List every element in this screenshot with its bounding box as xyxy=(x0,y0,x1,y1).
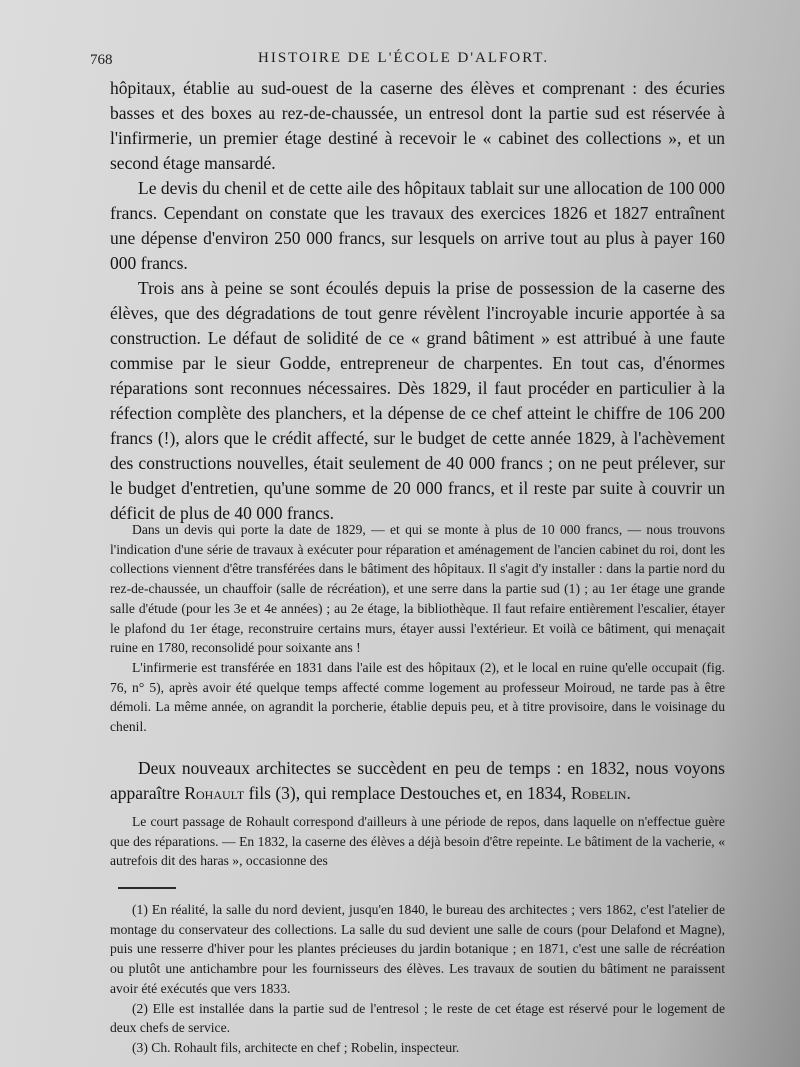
small-paragraph: L'infirmerie est transférée en 1831 dans l'aile est des hôpitaux (2), et le local en ruine qu'elle occupait (fig. 76, n° 5), après avoir été quelque temps affecté comme logement au professeur Moiroud, ne tarde pas à être démoli. La même année, on agrandit la porcherie, établie depuis peu, et à titre provisoire, dans le voisinage du chenil. xyxy=(110,659,725,735)
page-header xyxy=(90,50,730,70)
footnote: (3) Ch. Rohault fils, architecte en chef ; Robelin, inspecteur. xyxy=(132,1039,460,1055)
paragraph: hôpitaux, établie au sud-ouest de la caserne des élèves et comprenant : des écuries basses et des boxes au rez-de-chaussée, un entresol dont la partie sud est réservée à l'infirmerie, un premier étage destiné à recevoir le « cabinet des collections », et un second étage mansardé. xyxy=(110,78,725,173)
architect-name: Robelin xyxy=(570,783,627,803)
footnotes xyxy=(110,900,725,1058)
paragraph: Le devis du chenil et de cette aile des hôpitaux tablait sur une allocation de 100 000 francs. Cependant on constate que les travaux des exercices 1826 et 1827 entraînent une dépense d'environ 250 000 francs, sur lesquels on arrive tout au plus à payer 160 000 francs. xyxy=(110,178,725,273)
small-paragraph: Le court passage de Rohault correspond d'ailleurs à une période de repos, dans laquelle on n'effectue guère que des réparations. — En 1832, la caserne des élèves a déjà besoin d'être repeinte. Le bâtiment de la vacherie, « autrefois dit des haras », occasionne des xyxy=(110,814,725,869)
page-number: 768 xyxy=(90,52,113,68)
main-text-2 xyxy=(110,756,725,806)
architect-name: Rohault xyxy=(184,783,245,803)
paragraph: Deux nouveaux architectes se succèdent en peu de temps : en 1832, nous voyons apparaître Rohault fils (3), qui remplace Destouches et, en 1834, Robelin. xyxy=(110,758,725,803)
small-print-block xyxy=(110,520,725,737)
paragraph: Trois ans à peine se sont écoulés depuis la prise de possession de la caserne des élèves, que des dégradations de tout genre révèlent l'incroyable incurie apportée à sa construction. Le défaut de solidité de ce « grand bâtiment » est attribué à une faute commise par le sieur Godde, entrepreneur de charpentes. En tout cas, d'énormes réparations sont reconnues nécessaires. Dès 1829, il faut procéder en particulier à la réfection complète des planchers, et la dépense de ce chef atteint le chiffre de 106 200 francs (!), alors que le crédit affecté, sur le budget de cette année 1829, à l'achèvement des constructions nouvelles, était seulement de 40 000 francs ; on ne peut prélever, sur le budget d'entretien, qu'une somme de 20 000 francs, et il reste par suite à couvrir un déficit de plus de 40 000 francs. xyxy=(110,278,725,523)
running-title: HISTOIRE DE L'ÉCOLE D'ALFORT. xyxy=(258,50,550,66)
footnote-rule xyxy=(118,887,176,889)
main-text xyxy=(110,76,725,526)
small-paragraph: Dans un devis qui porte la date de 1829, — et qui se monte à plus de 10 000 francs, — nous trouvons l'indication d'une série de travaux à exécuter pour réparation et aménagement de l'ancien cabinet du roi, dont les collections viennent d'être transférées dans le bâtiment des hôpitaux. Il s'agit d'y installer : dans la partie nord du rez-de-chaussée, un chauffoir (salle de récréation), et une serre dans la partie sud (1) ; au 1er étage une grande salle d'étude (pour les 3e et 4e années) ; au 2e étage, la bibliothèque. Il faut refaire entièrement l'escalier, étayer le plafond du 1er étage, reconstruire certains murs, étayer aussi l'extérieur. Et voilà ce bâtiment, qui menaçait ruine en 1780, reconsolidé pour soixante ans ! xyxy=(110,522,725,656)
footnote: (2) Elle est installée dans la partie sud de l'entresol ; le reste de cet étage est réservé pour le logement de deux chefs de service. xyxy=(110,1000,725,1036)
small-print-block-2 xyxy=(110,812,725,871)
footnote: (1) En réalité, la salle du nord devient, jusqu'en 1840, le bureau des architectes ; vers 1862, c'est l'atelier de montage du conservateur des collections. La salle du sud devient une salle de cours (pour Delafond et Magne), puis une resserre d'hiver pour les plantes précieuses du jardin botanique ; en 1871, c'est une salle de récréation ou plutôt une antichambre pour les fournisseurs des élèves. Les travaux de soutien du bâtiment ne paraissent avoir été exécutés que vers 1833. xyxy=(110,902,725,996)
